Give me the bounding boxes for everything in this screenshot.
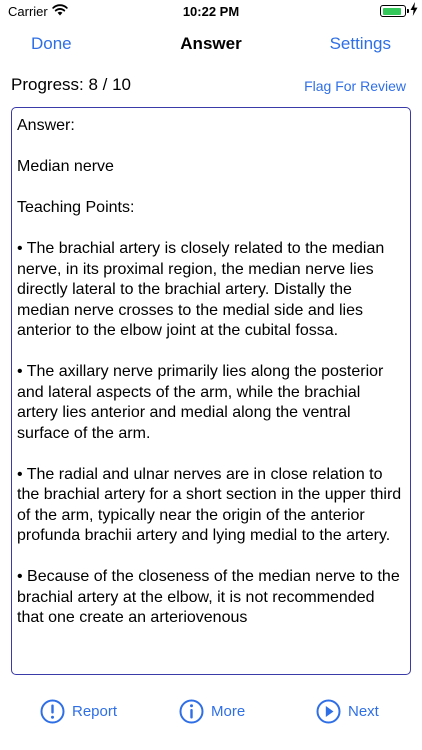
teaching-point: • Because of the closeness of the median nerve to the brachial artery at the elbow, it is not recommended that one create an arteriovenous bbox=[17, 568, 400, 626]
next-label: Next bbox=[348, 702, 379, 720]
page-title: Answer bbox=[180, 34, 242, 53]
flag-for-review-button[interactable]: Flag For Review bbox=[304, 78, 406, 94]
next-button[interactable] bbox=[316, 697, 379, 725]
progress-label: Progress: 8 / 10 bbox=[11, 75, 132, 94]
status-bar bbox=[0, 0, 422, 24]
teaching-point: • The radial and ulnar nerves are in close relation to the brachial artery for a short section in the upper third of the arm, typically near the origin of the anterior profunda brachii artery and lying medial to the artery. bbox=[17, 465, 402, 544]
report-label: Report bbox=[72, 702, 118, 720]
answer-value: Median nerve bbox=[17, 158, 114, 175]
bottom-toolbar bbox=[0, 688, 422, 738]
play-circle-icon bbox=[316, 699, 341, 724]
teaching-point: • The axillary nerve primarily lies along the posterior and lateral aspects of the arm, while the brachial artery lies anterior and medial along the ventral surface of the arm. bbox=[17, 363, 384, 442]
clock: 10:22 PM bbox=[182, 4, 240, 19]
navigation-bar bbox=[0, 24, 422, 64]
settings-button[interactable]: Settings bbox=[329, 34, 391, 53]
teaching-point: • The brachial artery is closely related to the median nerve, in its proximal region, the median nerve lies directly lateral to the brachial artery. Distally the median nerve crosses to the medial side and lies anterior to the elbow joint at the cubital fossa. bbox=[17, 240, 385, 339]
teaching-points-heading: Teaching Points: bbox=[17, 199, 135, 216]
info-circle-icon bbox=[179, 699, 204, 724]
carrier-label: Carrier bbox=[8, 4, 48, 19]
charging-bolt-icon bbox=[410, 2, 418, 16]
more-button[interactable] bbox=[179, 697, 245, 725]
done-button[interactable]: Done bbox=[31, 34, 72, 53]
more-label: More bbox=[211, 702, 246, 720]
exclamation-circle-icon bbox=[40, 699, 65, 724]
battery-icon bbox=[380, 5, 406, 17]
answer-heading: Answer: bbox=[17, 117, 75, 134]
answer-text-area[interactable] bbox=[11, 107, 411, 675]
report-button[interactable] bbox=[40, 697, 117, 725]
